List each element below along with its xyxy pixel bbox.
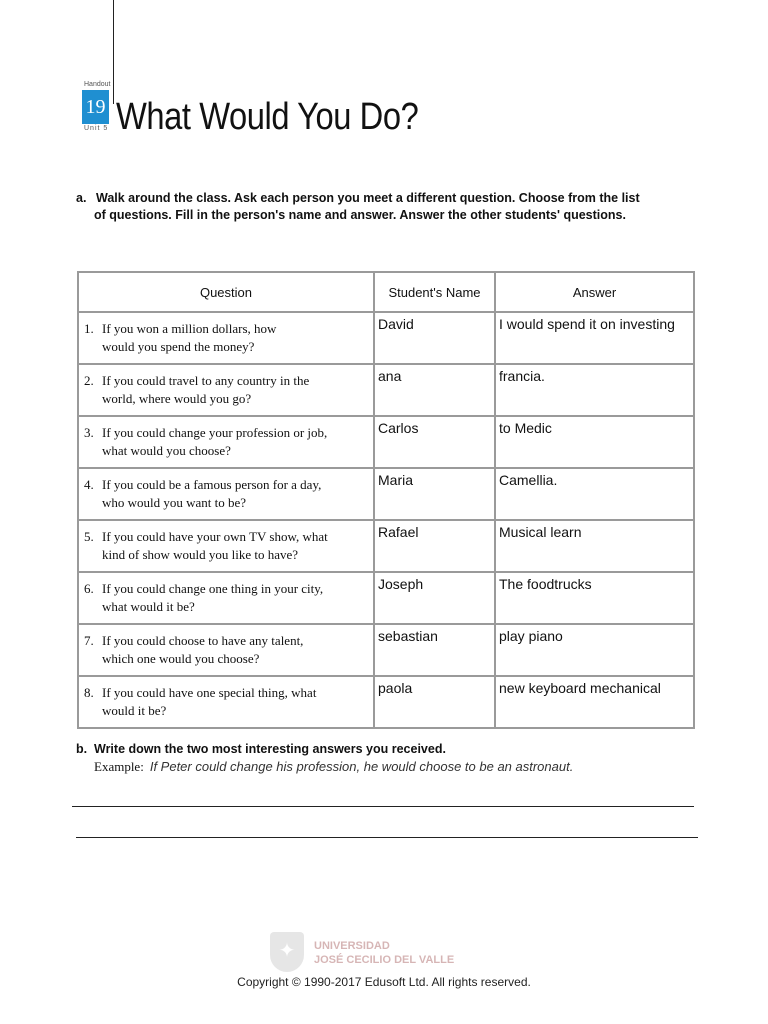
question-number: 6. bbox=[84, 581, 94, 596]
question-text-line1: If you could travel to any country in the bbox=[102, 373, 310, 388]
section-b-instructions bbox=[76, 742, 446, 756]
question-number: 7. bbox=[84, 633, 94, 648]
watermark-line1: UNIVERSIDAD bbox=[314, 940, 390, 952]
student-name-cell[interactable] bbox=[374, 416, 495, 468]
answer-cell[interactable] bbox=[495, 468, 694, 520]
university-watermark bbox=[270, 932, 470, 976]
section-a-line2: of questions. Fill in the person's name and answer. Answer the other students' questions. bbox=[94, 208, 626, 222]
student-name-value: paola bbox=[378, 680, 413, 696]
watermark-line2: JOSÉ CECILIO DEL VALLE bbox=[314, 954, 455, 966]
question-cell bbox=[78, 572, 374, 624]
header-answer: Answer bbox=[495, 272, 694, 312]
table-row bbox=[78, 416, 694, 468]
question-cell bbox=[78, 364, 374, 416]
table-row bbox=[78, 520, 694, 572]
answer-cell[interactable] bbox=[495, 312, 694, 364]
question-text-line2: would you spend the money? bbox=[102, 339, 255, 354]
answer-cell[interactable] bbox=[495, 364, 694, 416]
student-name-cell[interactable] bbox=[374, 572, 495, 624]
question-number: 2. bbox=[84, 373, 94, 388]
question-text-line2: what would it be? bbox=[102, 599, 195, 614]
student-name-value: Carlos bbox=[378, 420, 419, 436]
student-name-value: David bbox=[378, 316, 414, 332]
question-text-line2: what would you choose? bbox=[102, 443, 231, 458]
question-number: 1. bbox=[84, 321, 94, 336]
question-text-line2: who would you want to be? bbox=[102, 495, 247, 510]
student-name-cell[interactable] bbox=[374, 676, 495, 728]
table-row bbox=[78, 676, 694, 728]
table-row bbox=[78, 572, 694, 624]
question-text-line1: If you could be a famous person for a day, bbox=[102, 477, 322, 492]
question-number: 3. bbox=[84, 425, 94, 440]
student-name-value: Rafael bbox=[378, 524, 419, 540]
handout-label: Handout bbox=[84, 81, 111, 88]
answer-cell[interactable] bbox=[495, 416, 694, 468]
section-b-text: Write down the two most interesting answers you received. bbox=[94, 742, 446, 756]
section-b-marker: b. bbox=[76, 742, 88, 756]
answer-cell[interactable] bbox=[495, 572, 694, 624]
example-text: If Peter could change his profession, he would choose to be an astronaut. bbox=[149, 759, 574, 774]
example-line bbox=[94, 759, 573, 775]
table-row bbox=[78, 468, 694, 520]
question-cell bbox=[78, 468, 374, 520]
section-a-instructions bbox=[76, 190, 706, 224]
question-text-line2: would it be? bbox=[102, 703, 167, 718]
question-text-line2: world, where would you go? bbox=[102, 391, 252, 406]
section-a-marker: a. bbox=[76, 191, 87, 205]
question-text-line1: If you could change your profession or job, bbox=[102, 425, 328, 440]
student-name-cell[interactable] bbox=[374, 364, 495, 416]
student-name-value: Joseph bbox=[378, 576, 424, 592]
question-number: 5. bbox=[84, 529, 94, 544]
answer-value: new keyboard mechanical bbox=[499, 680, 661, 696]
question-cell bbox=[78, 520, 374, 572]
answer-value: francia. bbox=[499, 368, 545, 384]
table-row bbox=[78, 312, 694, 364]
question-text-line1: If you could have your own TV show, what bbox=[102, 529, 328, 544]
table-row bbox=[78, 624, 694, 676]
answer-value: The foodtrucks bbox=[499, 576, 592, 592]
questions-table bbox=[77, 271, 695, 729]
page-title: What Would You Do? bbox=[116, 96, 419, 138]
question-text-line1: If you could change one thing in your city, bbox=[102, 581, 324, 596]
writing-line-1[interactable] bbox=[72, 806, 694, 807]
answer-cell[interactable] bbox=[495, 624, 694, 676]
question-text-line2: which one would you choose? bbox=[102, 651, 260, 666]
student-name-value: sebastian bbox=[378, 628, 438, 644]
question-text-line2: kind of show would you like to have? bbox=[102, 547, 299, 562]
answer-value: I would spend it on investing bbox=[499, 316, 675, 332]
answer-cell[interactable] bbox=[495, 520, 694, 572]
question-cell bbox=[78, 624, 374, 676]
header-student-name: Student's Name bbox=[374, 272, 495, 312]
student-name-cell[interactable] bbox=[374, 312, 495, 364]
question-text-line1: If you could have one special thing, what bbox=[102, 685, 317, 700]
example-label: Example: bbox=[94, 759, 144, 774]
question-text-line1: If you could choose to have any talent, bbox=[102, 633, 304, 648]
student-name-value: Maria bbox=[378, 472, 414, 488]
header-divider-line bbox=[113, 0, 114, 104]
answer-value: Musical learn bbox=[499, 524, 582, 540]
answer-value: play piano bbox=[499, 628, 563, 644]
answer-cell[interactable] bbox=[495, 676, 694, 728]
section-a-line1: Walk around the class. Ask each person you meet a different question. Choose from the list bbox=[96, 191, 640, 205]
writing-line-2[interactable] bbox=[76, 837, 698, 838]
table-row bbox=[78, 364, 694, 416]
question-text-line1: If you won a million dollars, how bbox=[102, 321, 277, 336]
university-shield-icon: ✦ bbox=[270, 932, 304, 972]
answer-value: to Medic bbox=[499, 420, 552, 436]
student-name-cell[interactable] bbox=[374, 520, 495, 572]
header-question: Question bbox=[78, 272, 374, 312]
question-cell bbox=[78, 676, 374, 728]
student-name-cell[interactable] bbox=[374, 624, 495, 676]
question-cell bbox=[78, 312, 374, 364]
question-cell bbox=[78, 416, 374, 468]
unit-label: Unit 5 bbox=[84, 125, 109, 132]
student-name-value: ana bbox=[378, 368, 402, 384]
copyright-footer: Copyright © 1990-2017 Edusoft Ltd. All rights reserved. bbox=[237, 975, 531, 989]
question-number: 4. bbox=[84, 477, 94, 492]
handout-number-badge: 19 bbox=[82, 90, 109, 124]
question-number: 8. bbox=[84, 685, 94, 700]
student-name-cell[interactable] bbox=[374, 468, 495, 520]
answer-value: Camellia. bbox=[499, 472, 558, 488]
